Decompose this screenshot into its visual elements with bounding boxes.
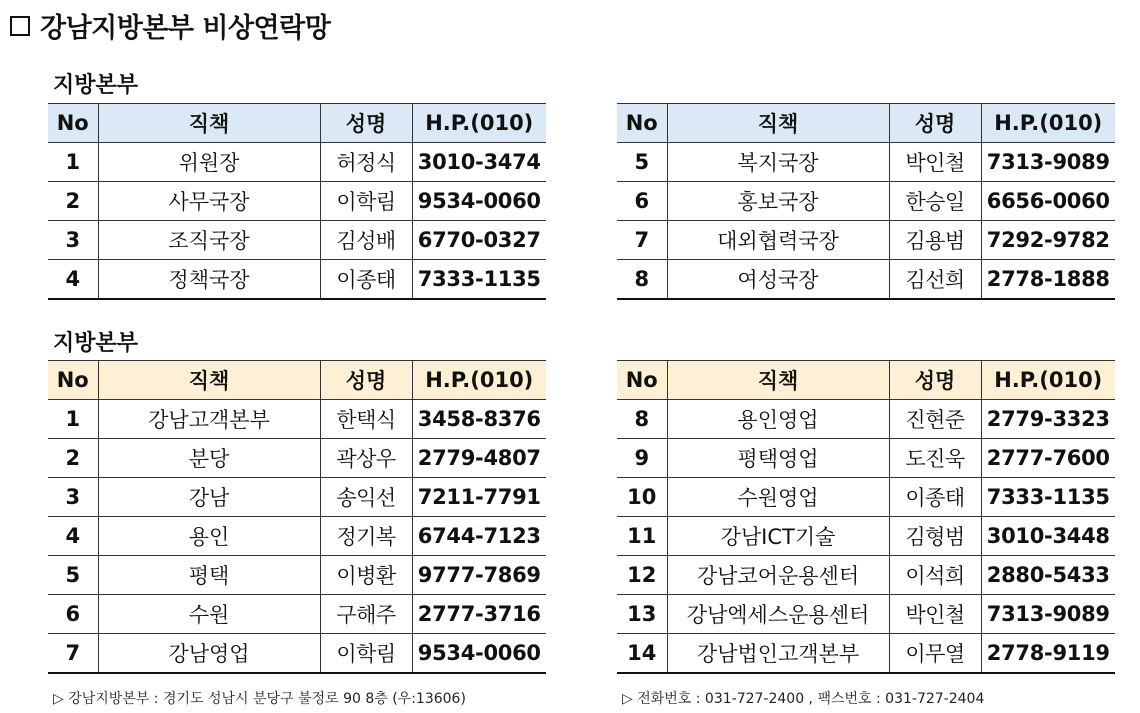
table-header-row [617,104,1115,143]
table-row [48,439,546,478]
row-name: 송익선 [320,478,412,517]
row-number: 11 [617,517,667,556]
row-name: 이무열 [889,634,981,674]
row-role: 사무국장 [98,182,320,221]
row-phone: 2778-9119 [981,634,1115,674]
row-role: 평택 [98,556,320,595]
row-phone: 2778-1888 [981,260,1115,300]
row-name: 이종태 [889,478,981,517]
row-phone: 6656-0060 [981,182,1115,221]
header-name: 성명 [320,361,412,400]
document-title: 강남지방본부 비상연락망 [40,13,331,44]
row-role: 홍보국장 [667,182,889,221]
address-footer: ▷ 강남지방본부 : 경기도 성남시 분당구 불정로 90 8층 (우:13606) [53,691,466,707]
header-name: 성명 [889,361,981,400]
row-name: 이석희 [889,556,981,595]
table-header-row [48,104,546,143]
row-number: 8 [617,400,667,439]
phone-fax-footer: ▷ 전화번호 : 031-727-2400 , 팩스번호 : 031-727-2404 [622,691,985,707]
table-row [617,478,1115,517]
row-phone: 2880-5433 [981,556,1115,595]
row-name: 이학림 [320,634,412,674]
table-row [617,182,1115,221]
header-no: No [48,104,98,143]
contact-table-3 [48,360,546,674]
row-number: 4 [48,517,98,556]
table-row [617,439,1115,478]
table-row [617,400,1115,439]
row-role: 강남법인고객본부 [667,634,889,674]
row-number: 1 [48,400,98,439]
row-role: 복지국장 [667,143,889,182]
row-number: 10 [617,478,667,517]
row-name: 김형범 [889,517,981,556]
row-role: 정책국장 [98,260,320,300]
header-no: No [48,361,98,400]
row-number: 4 [48,260,98,300]
row-phone: 3010-3474 [412,143,546,182]
row-name: 박인철 [889,143,981,182]
row-role: 용인 [98,517,320,556]
row-phone: 7333-1135 [412,260,546,300]
row-number: 12 [617,556,667,595]
row-role: 위원장 [98,143,320,182]
row-name: 한택식 [320,400,412,439]
table-row [48,478,546,517]
row-role: 수원 [98,595,320,634]
row-name: 구해주 [320,595,412,634]
row-number: 7 [48,634,98,674]
header-no: No [617,104,667,143]
row-name: 허정식 [320,143,412,182]
table-row [48,221,546,260]
table-row [617,143,1115,182]
row-phone: 2777-3716 [412,595,546,634]
table-row [48,182,546,221]
row-name: 한승일 [889,182,981,221]
row-role: 조직국장 [98,221,320,260]
table-row [48,517,546,556]
row-name: 이병환 [320,556,412,595]
row-phone: 6744-7123 [412,517,546,556]
table-row [617,556,1115,595]
table-row [48,634,546,674]
header-name: 성명 [320,104,412,143]
header-role: 직책 [667,104,889,143]
table-row [48,556,546,595]
row-phone: 9534-0060 [412,182,546,221]
row-phone: 7211-7791 [412,478,546,517]
row-role: 강남고객본부 [98,400,320,439]
row-number: 9 [617,439,667,478]
row-name: 김성배 [320,221,412,260]
row-role: 강남코어운용센터 [667,556,889,595]
row-name: 김용범 [889,221,981,260]
table-row [48,400,546,439]
header-role: 직책 [98,104,320,143]
row-number: 5 [48,556,98,595]
row-phone: 7292-9782 [981,221,1115,260]
contact-table-4 [617,360,1115,674]
table-row [48,143,546,182]
row-name: 진현준 [889,400,981,439]
row-number: 6 [48,595,98,634]
row-phone: 3010-3448 [981,517,1115,556]
header-hp: H.P.(010) [981,104,1115,143]
contact-table-1 [48,103,546,300]
table-header-row [617,361,1115,400]
row-number: 5 [617,143,667,182]
checkbox-icon [10,16,30,36]
table-row [617,595,1115,634]
row-number: 2 [48,439,98,478]
header-name: 성명 [889,104,981,143]
row-role: 여성국장 [667,260,889,300]
document-header [10,6,330,45]
header-role: 직책 [98,361,320,400]
row-number: 14 [617,634,667,674]
row-name: 김선희 [889,260,981,300]
row-role: 강남ICT기술 [667,517,889,556]
table-row [48,595,546,634]
header-hp: H.P.(010) [981,361,1115,400]
row-role: 강남영업 [98,634,320,674]
table-row [617,634,1115,674]
row-number: 3 [48,221,98,260]
table-row [617,221,1115,260]
row-name: 박인철 [889,595,981,634]
row-role: 강남 [98,478,320,517]
row-number: 13 [617,595,667,634]
row-number: 1 [48,143,98,182]
row-role: 수원영업 [667,478,889,517]
header-hp: H.P.(010) [412,104,546,143]
header-hp: H.P.(010) [412,361,546,400]
row-phone: 2779-4807 [412,439,546,478]
row-phone: 6770-0327 [412,221,546,260]
header-no: No [617,361,667,400]
row-name: 이종태 [320,260,412,300]
row-phone: 7333-1135 [981,478,1115,517]
row-number: 8 [617,260,667,300]
table-row [617,260,1115,300]
row-role: 강남엑세스운용센터 [667,595,889,634]
row-role: 대외협력국장 [667,221,889,260]
section-title-1: 지방본부 [53,73,139,98]
row-number: 7 [617,221,667,260]
row-phone: 7313-9089 [981,143,1115,182]
row-name: 도진욱 [889,439,981,478]
row-phone: 2779-3323 [981,400,1115,439]
table-header-row [48,361,546,400]
row-phone: 9534-0060 [412,634,546,674]
row-number: 6 [617,182,667,221]
row-number: 2 [48,182,98,221]
row-role: 분당 [98,439,320,478]
table-row [617,517,1115,556]
row-name: 곽상우 [320,439,412,478]
contact-table-2 [617,103,1115,300]
row-phone: 2777-7600 [981,439,1115,478]
row-phone: 9777-7869 [412,556,546,595]
row-name: 이학림 [320,182,412,221]
row-role: 평택영업 [667,439,889,478]
row-phone: 7313-9089 [981,595,1115,634]
row-number: 3 [48,478,98,517]
row-role: 용인영업 [667,400,889,439]
header-role: 직책 [667,361,889,400]
row-name: 정기복 [320,517,412,556]
table-row [48,260,546,300]
row-phone: 3458-8376 [412,400,546,439]
section-title-2: 지방본부 [53,331,139,356]
